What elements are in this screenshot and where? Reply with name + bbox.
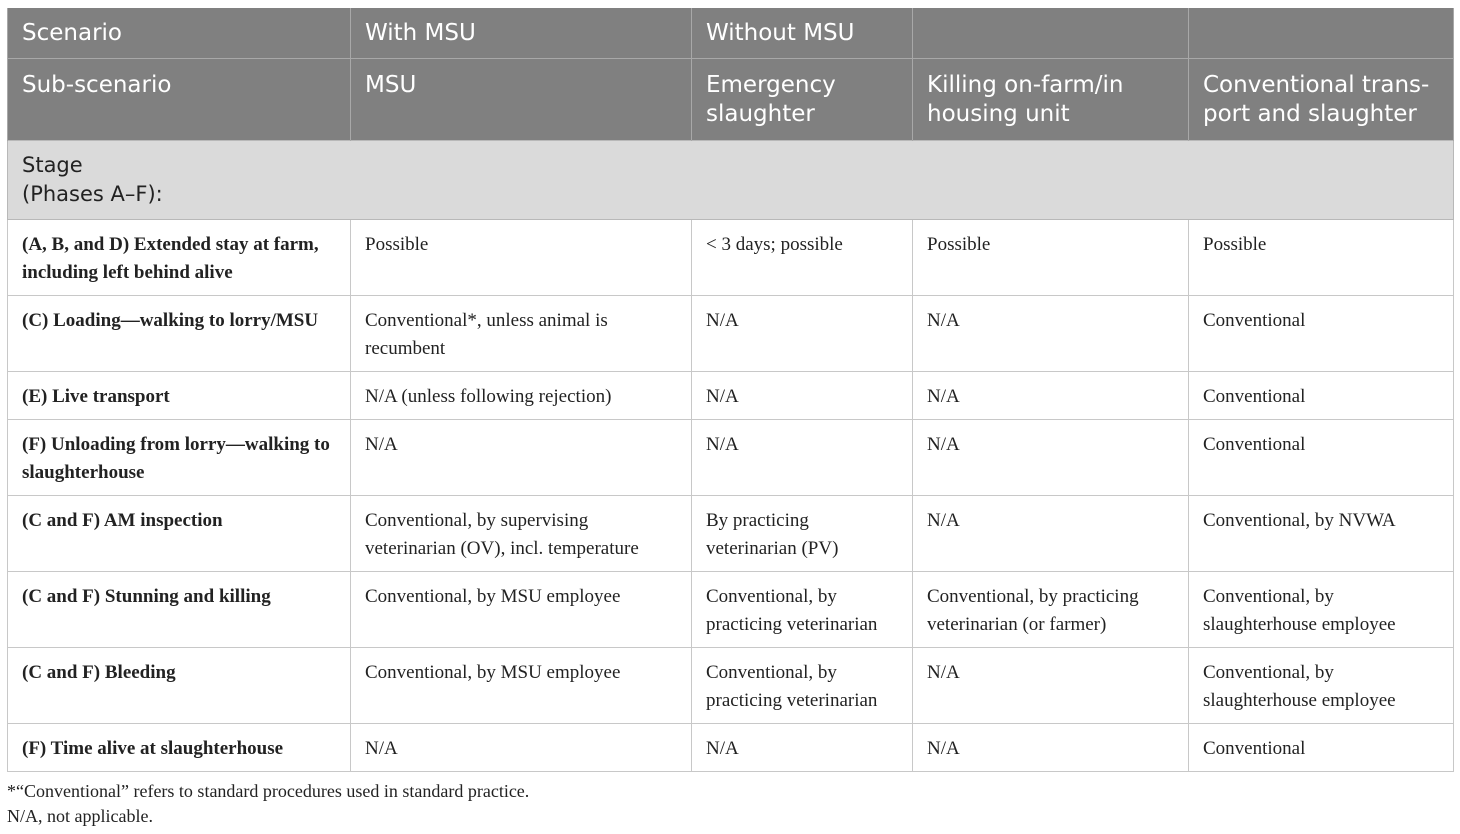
table-footnotes: [7, 779, 1453, 829]
table-cell: Conventional, by practicing veterinarian: [692, 647, 913, 723]
row-label: (F) Time alive at slaughterhouse: [8, 723, 351, 771]
table-cell: Conventional, by practicing veterinarian: [692, 571, 913, 647]
footnote-na: N/A, not applicable.: [7, 806, 153, 826]
table-header: [8, 8, 1454, 140]
table-cell: N/A: [913, 295, 1189, 371]
table-cell: N/A: [913, 647, 1189, 723]
stage-row: [8, 140, 1454, 219]
table-cell: N/A: [692, 723, 913, 771]
scenario-table: [7, 8, 1454, 772]
table-container: [7, 8, 1453, 772]
table-cell: N/A: [913, 495, 1189, 571]
header-conventional-transport: Conventional trans- port and slaughter: [1189, 58, 1454, 140]
table-cell: Possible: [351, 219, 692, 295]
table-row: [8, 495, 1454, 571]
table-cell: Conventional, by supervising veterinarian (OV), incl. temperature: [351, 495, 692, 571]
table-cell: Conventional, by NVWA: [1189, 495, 1454, 571]
table-cell: N/A: [692, 371, 913, 419]
table-cell: N/A (unless following rejection): [351, 371, 692, 419]
table-row: [8, 295, 1454, 371]
table-cell: Conventional: [1189, 723, 1454, 771]
table-row: [8, 723, 1454, 771]
table-cell: Conventional, by slaughterhouse employee: [1189, 571, 1454, 647]
header-msu: MSU: [351, 58, 692, 140]
header-empty-2: [1189, 8, 1454, 58]
table-cell: N/A: [913, 419, 1189, 495]
header-with-msu: With MSU: [351, 8, 692, 58]
header-scenario: Scenario: [8, 8, 351, 58]
header-sub-scenario: Sub-scenario: [8, 58, 351, 140]
table-row: [8, 571, 1454, 647]
row-label: (E) Live transport: [8, 371, 351, 419]
table-cell: Possible: [913, 219, 1189, 295]
row-label: (C and F) Bleeding: [8, 647, 351, 723]
table-cell: Conventional, by practicing veterinarian (or farmer): [913, 571, 1189, 647]
table-cell: N/A: [692, 419, 913, 495]
table-cell: < 3 days; possible: [692, 219, 913, 295]
table-cell: Conventional: [1189, 371, 1454, 419]
table-cell: N/A: [692, 295, 913, 371]
row-label: (F) Unloading from lorry—walking to slaughterhouse: [8, 419, 351, 495]
table-cell: Conventional, by MSU employee: [351, 647, 692, 723]
table-cell: Conventional, by slaughterhouse employee: [1189, 647, 1454, 723]
table-cell: By practicing veterinarian (PV): [692, 495, 913, 571]
row-label: (A, B, and D) Extended stay at farm, including left behind alive: [8, 219, 351, 295]
header-row-sub-scenario: [8, 58, 1454, 140]
table-row: [8, 219, 1454, 295]
table-cell: Conventional: [1189, 295, 1454, 371]
stage-label: Stage (Phases A–F):: [8, 140, 1454, 219]
table-cell: Conventional: [1189, 419, 1454, 495]
table-cell: N/A: [351, 723, 692, 771]
table-cell: N/A: [913, 723, 1189, 771]
header-empty-1: [913, 8, 1189, 58]
table-body: [8, 140, 1454, 771]
header-killing-on-farm: Killing on-farm/in housing unit: [913, 58, 1189, 140]
header-row-scenario: [8, 8, 1454, 58]
header-without-msu: Without MSU: [692, 8, 913, 58]
row-label: (C) Loading—walking to lorry/MSU: [8, 295, 351, 371]
table-cell: Conventional, by MSU employee: [351, 571, 692, 647]
table-cell: Conventional*, unless animal is recumbent: [351, 295, 692, 371]
header-emergency-slaughter: Emergency slaughter: [692, 58, 913, 140]
table-row: [8, 647, 1454, 723]
footnote-conventional: *“Conventional” refers to standard procedures used in standard practice.: [7, 781, 530, 801]
row-label: (C and F) Stunning and killing: [8, 571, 351, 647]
table-cell: Possible: [1189, 219, 1454, 295]
table-row: [8, 419, 1454, 495]
row-label: (C and F) AM inspection: [8, 495, 351, 571]
table-row: [8, 371, 1454, 419]
table-cell: N/A: [913, 371, 1189, 419]
table-cell: N/A: [351, 419, 692, 495]
